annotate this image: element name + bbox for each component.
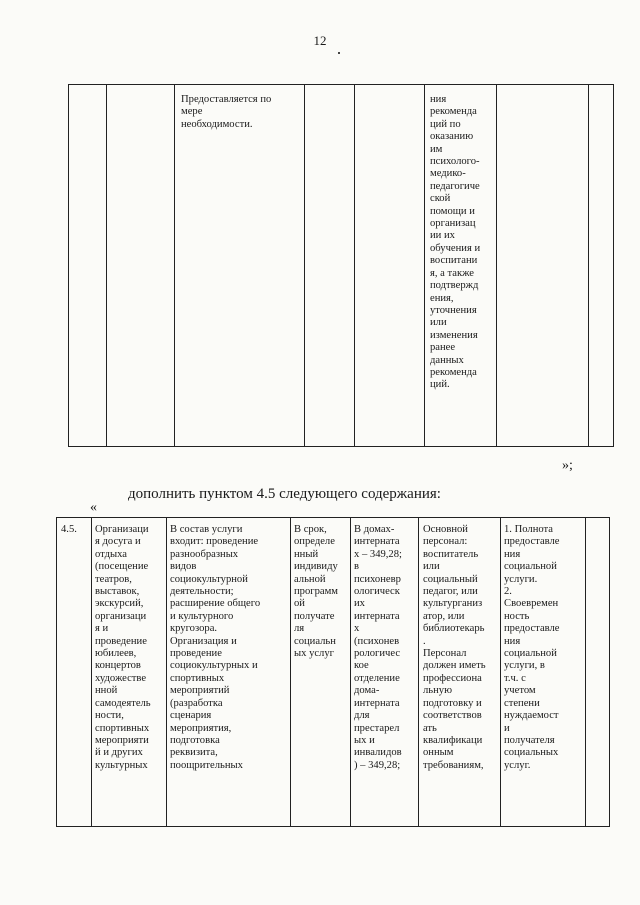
service-composition-cell: [170, 524, 288, 772]
service-staff-text: Основной персонал: воспитатель или социальный педагог, или культурганиз атор, или библиотекарь . Персонал должен иметь профессиона льную подготовку и соответствов ать квалификаци онным требованиям,: [423, 524, 486, 771]
closing-quote: »;: [562, 458, 573, 473]
page-dot: [338, 52, 340, 54]
service-name-text: Организаци я досуга и отдыха (посещение театров, выставок, экскурсий, организаци я и проведение юбилеев, концертов художестве нной самодеятель ности, спортивных мероприяти й и других культурных: [95, 524, 151, 771]
service-composition-text: В состав услуги входит: проведение разнообразных видов социокультурной деятельности; расширение общего и культурного кругозора. Организация и проведение социокультурных и спортивных мероприятий (разработка сценария мероприятия, подготовка реквизита, поощрительных: [170, 524, 261, 771]
opening-quote: «: [90, 500, 97, 515]
page-number: 12: [313, 33, 327, 48]
service-quality-cell: [504, 524, 584, 772]
service-tariff-text: В домах- интерната х – 349,28; в психоневр ологическ их интерната х (психонев рологичес кое отделение дома- интерната для престарел ых и инвалидов ) – 349,28;: [354, 524, 402, 771]
service-term-text: В срок, определе нный индивиду альной программ ой получате ля социальн ых услуг: [294, 524, 339, 660]
service-name-cell: [95, 524, 165, 772]
service-term-cell: [294, 524, 350, 660]
service-quality-text: 1. Полнота предоставле ния социальной услуги. 2. Своевремен ность предоставле ния социальной услуги, в т.ч. с учетом степени нуждаемост и получателя социальных услуг.: [504, 524, 560, 771]
table1-periodicity-text: Предоставляется по мере необходимости.: [181, 94, 272, 130]
item-number-cell: [61, 524, 91, 536]
table1-conditions-cell: [430, 94, 492, 392]
table1-conditions-text: ния рекоменда ций по оказанию им психолого- медико- педагогиче ской помощи и организац ии их обучения и воспитани я, а также подтвержд ения, уточнения или изменения ранее данных рекоменда ций.: [430, 94, 481, 391]
table1-periodicity-cell: [181, 94, 299, 131]
section-heading: дополнить пунктом 4.5 следующего содержания:: [128, 486, 441, 502]
item-number: 4.5.: [61, 524, 77, 535]
service-staff-cell: [423, 524, 499, 772]
service-tariff-cell: [354, 524, 417, 772]
